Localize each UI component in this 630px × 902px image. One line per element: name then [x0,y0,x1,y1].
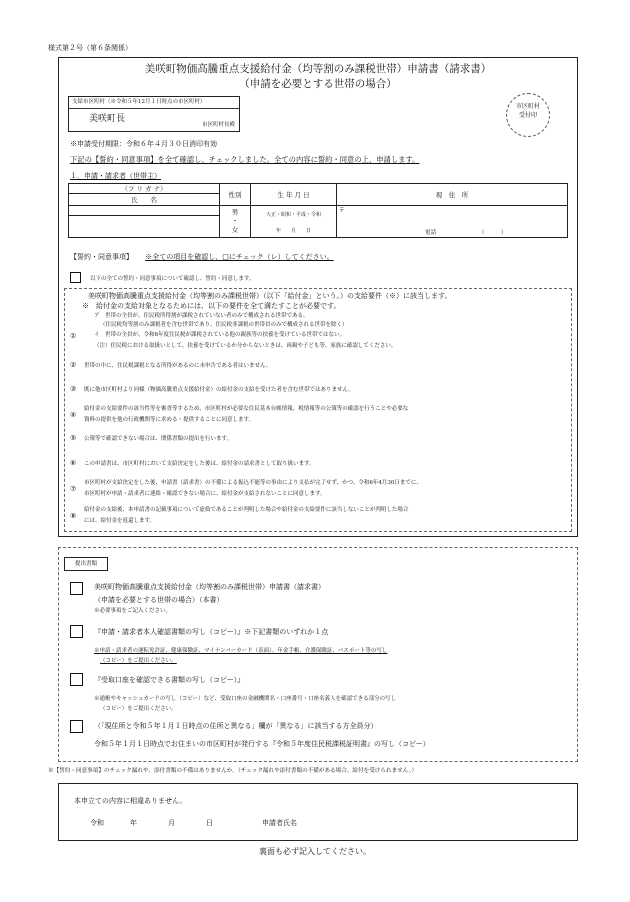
bottom-note: ※【誓約・同意事項】のチェック漏れや、添付書類の不備はありませんか。（チェック漏れや添付書類の不備がある場合、給付を受けられません。） [48,768,418,774]
birthdate-input[interactable] [251,206,337,238]
item1-req-a-note: （住民税均等割のみ課税者を含む世帯であり、住民税非課税の世帯員のみで構成される世帯を除く） [100,322,348,328]
furigana-input[interactable] [69,206,220,216]
sign-year[interactable]: 年 [130,819,137,827]
sex-header: 性別 [220,184,251,206]
postal-mark: 〒 [339,208,345,214]
item5-text: 公簿等で確認できない場合は、関係書類の提出を行います。 [84,436,233,442]
municipality-header: 支給市区町村（※令和５年12月１日時点の市区町村） [69,97,239,109]
item8-number: ⑧ [70,512,77,520]
birth-ymd: 年 月 日 [275,228,311,234]
agree-all-checkbox[interactable] [70,272,81,283]
name-input[interactable] [69,216,220,238]
item1-req-i: イ 世帯の全員が、令和6年度住民税が課税されている他の親族等の扶養を受けている世帯ではない。 [94,332,346,338]
item1-req-i-note: （注）住民税における取扱いとして、扶養を受けているか分からないときは、両親や子ども等、家族に確認してください。 [94,343,397,349]
reception-stamp-area [506,93,550,137]
footer-note: 裏面も必ず記入してください。 [259,847,371,856]
documents-label: 提出書類 [64,557,108,571]
page-title [58,62,578,92]
item4-number: ④ [70,411,77,419]
phone-input[interactable]: （ ） [479,230,507,236]
item7-number: ⑦ [70,485,77,493]
item1-req-a: ア 世帯の全員が、住民税所得割が課税されていない者のみで構成される世帯である。 [94,313,309,319]
furigana-header: （フ リ ガ ナ） [69,184,220,194]
doc1-subtitle: （申請を必要とする世帯の場合）（本書） [94,596,224,604]
deadline-note: ※申請受付期限：令和６年４月３０日消印有効 [70,140,217,148]
title-line1: 美咲町物価高騰重点支援給付金（均等割のみ課税世帯）申請書（請求書） [144,63,492,75]
item2-text: 世帯の中に、住民税課税となる所得があるのに未申告である者はいません。 [84,363,272,369]
item6-number: ⑥ [70,459,77,467]
birth-header: 生 年 月 日 [251,184,337,206]
applicant-section-title: １．申請・請求者（世帯主） [70,172,161,180]
item8-text-a: 給付金の支給後、本申請書の記載事項について虚偽であることが判明した場合や給付金の支給要件に該当しないことが判明した場合 [84,507,409,513]
sex-separator: ・ [231,217,239,225]
doc3-note-b: （コピー）をご提出ください。 [100,706,177,712]
sign-name-label: 申請者氏名 [262,819,297,827]
sign-name-input[interactable] [310,817,540,829]
sign-reiwa: 令和 [90,819,104,827]
address-input[interactable] [337,206,568,238]
era-options[interactable]: 大正・昭和・平成・令和 [265,212,321,218]
title-line2: （申請を必要とする世帯の場合） [239,78,397,90]
item7-text-a: 市区町村が支給決定をした後、申請書（請求書）の不備による振込不能等の事由により支払が完了せず、かつ、令和6年4月30日までに、 [84,480,422,486]
phone-label: 電話 [425,230,437,236]
item4-text-b: 資料の提供を他の行政機関等に求める・提供することに同意します。 [84,417,255,423]
municipality-name: 美咲町長 [89,114,126,124]
doc2-checkbox[interactable] [70,625,83,638]
municipality-box [68,96,240,132]
item1-number: ① [70,332,77,340]
pledge-instruction: ※全ての項目を確認し、□にチェック（レ）してください。 [145,253,334,261]
doc3-note-a: ※通帳やキャッシュカードの写し（コピー）など、受取口座の金融機関名・口座番号・口座名義人を確認できる部分の写し [94,696,397,702]
doc4-checkbox[interactable] [70,720,83,733]
pledge-header: 【誓約・同意事項】 [70,253,133,261]
stamp-line2: 受付印 [518,112,537,119]
doc3-checkbox[interactable] [70,673,83,686]
sign-month[interactable]: 月 [168,819,175,827]
applicant-table [68,183,568,238]
doc4-condition: （「現住所と令和５年１月１日時点の住所と異なる」欄が「異なる」に該当する方全員分） [94,722,378,730]
item5-number: ⑤ [70,434,77,442]
sign-statement: 本申立ての内容に相違ありません。 [74,797,187,805]
item1-requirement: ※ 給付金の支給対象となるためには、以下の要件を全て満たすことが必要です。 [82,302,341,310]
item4-text-a: 給付金の支給要件の該当性等を審査等するため、市区町村が必要な住民基本台帳情報、税情報等の公簿等の確認を行うことや必要な [84,406,409,412]
doc1-title: 美咲町物価高騰重点支援給付金（均等割のみ課税世帯）申請書（請求書） [94,583,325,591]
item7-text-b: 市区町村が申請・請求者に連絡・確認できない場合に、給付金が支給されないことに同意します。 [84,491,326,497]
agree-all-label: 以下の全ての誓約・同意事項について確認し、誓約・同意します。 [90,276,255,282]
doc3-title: 『受取口座を確認できる書類の写し（コピー）』 [94,676,245,684]
name-header: 氏 名 [69,194,220,206]
male-option[interactable]: 男 [231,208,239,216]
female-option[interactable]: 女 [231,226,239,234]
doc2-title: 『申請・請求者本人確認書類の写し（コピー）』※下記書類のいずれか１点 [94,628,329,636]
address-header: 現 住 所 [337,184,568,206]
form-number: 様式第２号（第６条関係） [48,44,132,52]
item2-number: ② [70,361,77,369]
doc1-checkbox[interactable] [70,582,83,595]
item1-text: 美咲町物価高騰重点支援給付金（均等割のみ課税世帯）（以下「給付金」という。）の支給要件（※）に該当します。 [88,292,452,300]
doc1-note: ※必要事項をご記入ください。 [94,608,172,614]
item3-text: 既に他市区町村より同様（物価高騰重点支援給付金）の給付金の支給を受けた者を含む世帯ではありません。 [84,387,354,393]
stamp-line1: 市区町村 [515,103,540,110]
signature-box [58,783,578,841]
municipality-footer: 市区町村長殿 [201,121,235,128]
doc2-note-a: ※申請・請求者の運転免許証、健康保険証、マイナンバーカード（表面）、年金手帳、介護保険証、パスポート等の写し [94,648,388,654]
item6-text: この申請書は、市区町村において支給決定をした後は、給付金の請求書として取り扱います。 [84,461,315,467]
pledge-header-row [70,253,334,262]
confirm-statement: 下記の【誓約・同意事項】を全て確認し、チェックしました。全ての内容に誓約・同意の上、申請します。 [70,155,420,164]
item3-number: ③ [70,385,77,393]
doc4-title: 令和５年１月１日時点でお住まいの市区町村が発行する『令和５年度住民税課税証明書』の写し（コピー） [94,740,430,748]
sign-day[interactable]: 日 [206,819,213,827]
item8-text-b: には、給付金を返還します。 [84,518,156,524]
sex-select[interactable] [220,206,251,238]
doc2-note-b: （コピー）をご提出ください。 [100,658,177,664]
